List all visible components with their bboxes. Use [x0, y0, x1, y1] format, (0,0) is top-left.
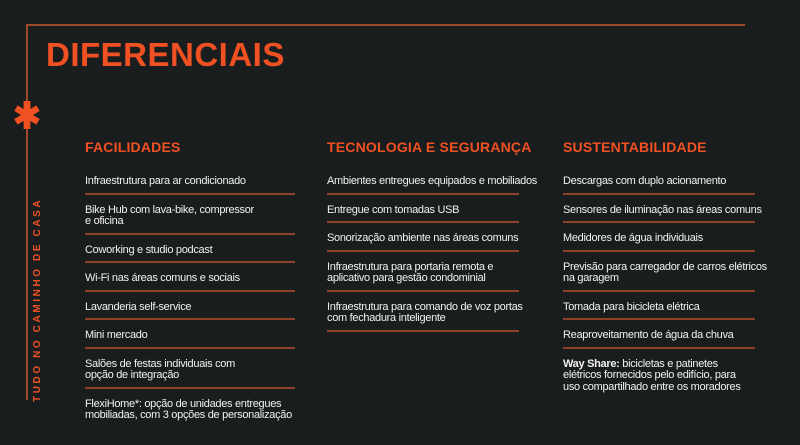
feature-item-line: Way Share: bicicletas e patinetes: [563, 357, 718, 370]
feature-item: [85, 301, 295, 321]
feature-item-line: Ambientes entregues equipados e mobiliados: [327, 175, 537, 187]
feature-item: [85, 398, 295, 427]
feature-item-line: Descargas com duplo acionamento: [563, 175, 727, 187]
feature-item-line: com fechadura inteligente: [327, 312, 446, 324]
feature-item-line: aplicativo para gestão condominial: [327, 272, 486, 284]
feature-item-line: Bike Hub com lava-bike, compressor: [85, 203, 254, 216]
feature-item: [563, 203, 762, 224]
feature-item-line: Sensores de iluminação nas áreas comuns: [563, 203, 762, 216]
column-header: SUSTENTABILIDADE: [563, 139, 707, 155]
feature-item-line: uso compartilhado entre os moradores: [563, 380, 741, 393]
feature-item: [85, 175, 295, 195]
frame-top-border: [27, 24, 745, 26]
feature-item-line: Lavanderia self-service: [85, 300, 192, 313]
feature-item-line: Mini mercado: [85, 329, 148, 341]
feature-item-line: Reaproveitamento de água da chuva: [563, 329, 734, 341]
feature-item-line: Sonorização ambiente nas áreas comuns: [327, 232, 519, 244]
feature-item-bold-prefix: Way Share:: [563, 357, 623, 370]
feature-item-line: Infraestrutura para comando de voz portas: [327, 300, 523, 313]
column: [327, 139, 537, 341]
feature-item: [563, 232, 755, 252]
column-header: FACILIDADES: [85, 139, 181, 155]
feature-item: [85, 329, 295, 349]
column: [563, 139, 767, 407]
frame-left-border: [26, 24, 28, 400]
feature-item: [327, 261, 519, 292]
feature-item-line: Entregue com tomadas USB: [327, 203, 460, 216]
page-title: DIFERENCIAIS: [46, 36, 285, 73]
feature-item: [563, 329, 755, 349]
feature-item: [563, 260, 767, 292]
feature-item: [85, 358, 295, 389]
feature-item-line: FlexiHome*: opção de unidades entregues: [85, 397, 282, 410]
feature-item-line: e oficina: [85, 215, 124, 227]
feature-item-line: Infraestrutura para portaria remota e: [327, 260, 494, 273]
feature-item: [563, 358, 755, 399]
feature-item: [85, 204, 295, 235]
feature-item-line: Wi-Fi nas áreas comuns e sociais: [85, 272, 240, 284]
feature-item: [327, 232, 519, 252]
feature-item: [563, 301, 755, 321]
feature-item: [563, 175, 755, 195]
asterisk-icon: [10, 98, 44, 132]
feature-item-line: Previsão para carregador de carros elétricos: [563, 260, 767, 273]
column-header: TECNOLOGIA E SEGURANÇA: [327, 139, 532, 155]
feature-item-line: mobiliadas, com 3 opções de personalização: [85, 409, 292, 421]
feature-item-line: Salões de festas individuais com: [85, 357, 235, 370]
columns: [85, 139, 767, 436]
feature-item-line: Coworking e studio podcast: [85, 243, 213, 256]
feature-item: [327, 204, 519, 224]
feature-item-line: Infraestrutura para ar condicionado: [85, 175, 246, 187]
column: [85, 139, 295, 436]
feature-item-line: Medidores de água individuais: [563, 232, 703, 244]
feature-item: [85, 272, 295, 292]
feature-item-line: elétricos fornecidos pelo edifício, para: [563, 369, 736, 381]
feature-item-line: na garagem: [563, 272, 619, 284]
feature-item: [85, 244, 295, 264]
feature-item: [327, 175, 537, 195]
feature-item: [327, 300, 523, 332]
feature-item-line: Tomada para bicicleta elétrica: [563, 300, 700, 313]
feature-item-line: opção de integração: [85, 369, 179, 381]
vertical-tagline: TUDO NO CAMINHO DE CASA: [32, 197, 43, 402]
